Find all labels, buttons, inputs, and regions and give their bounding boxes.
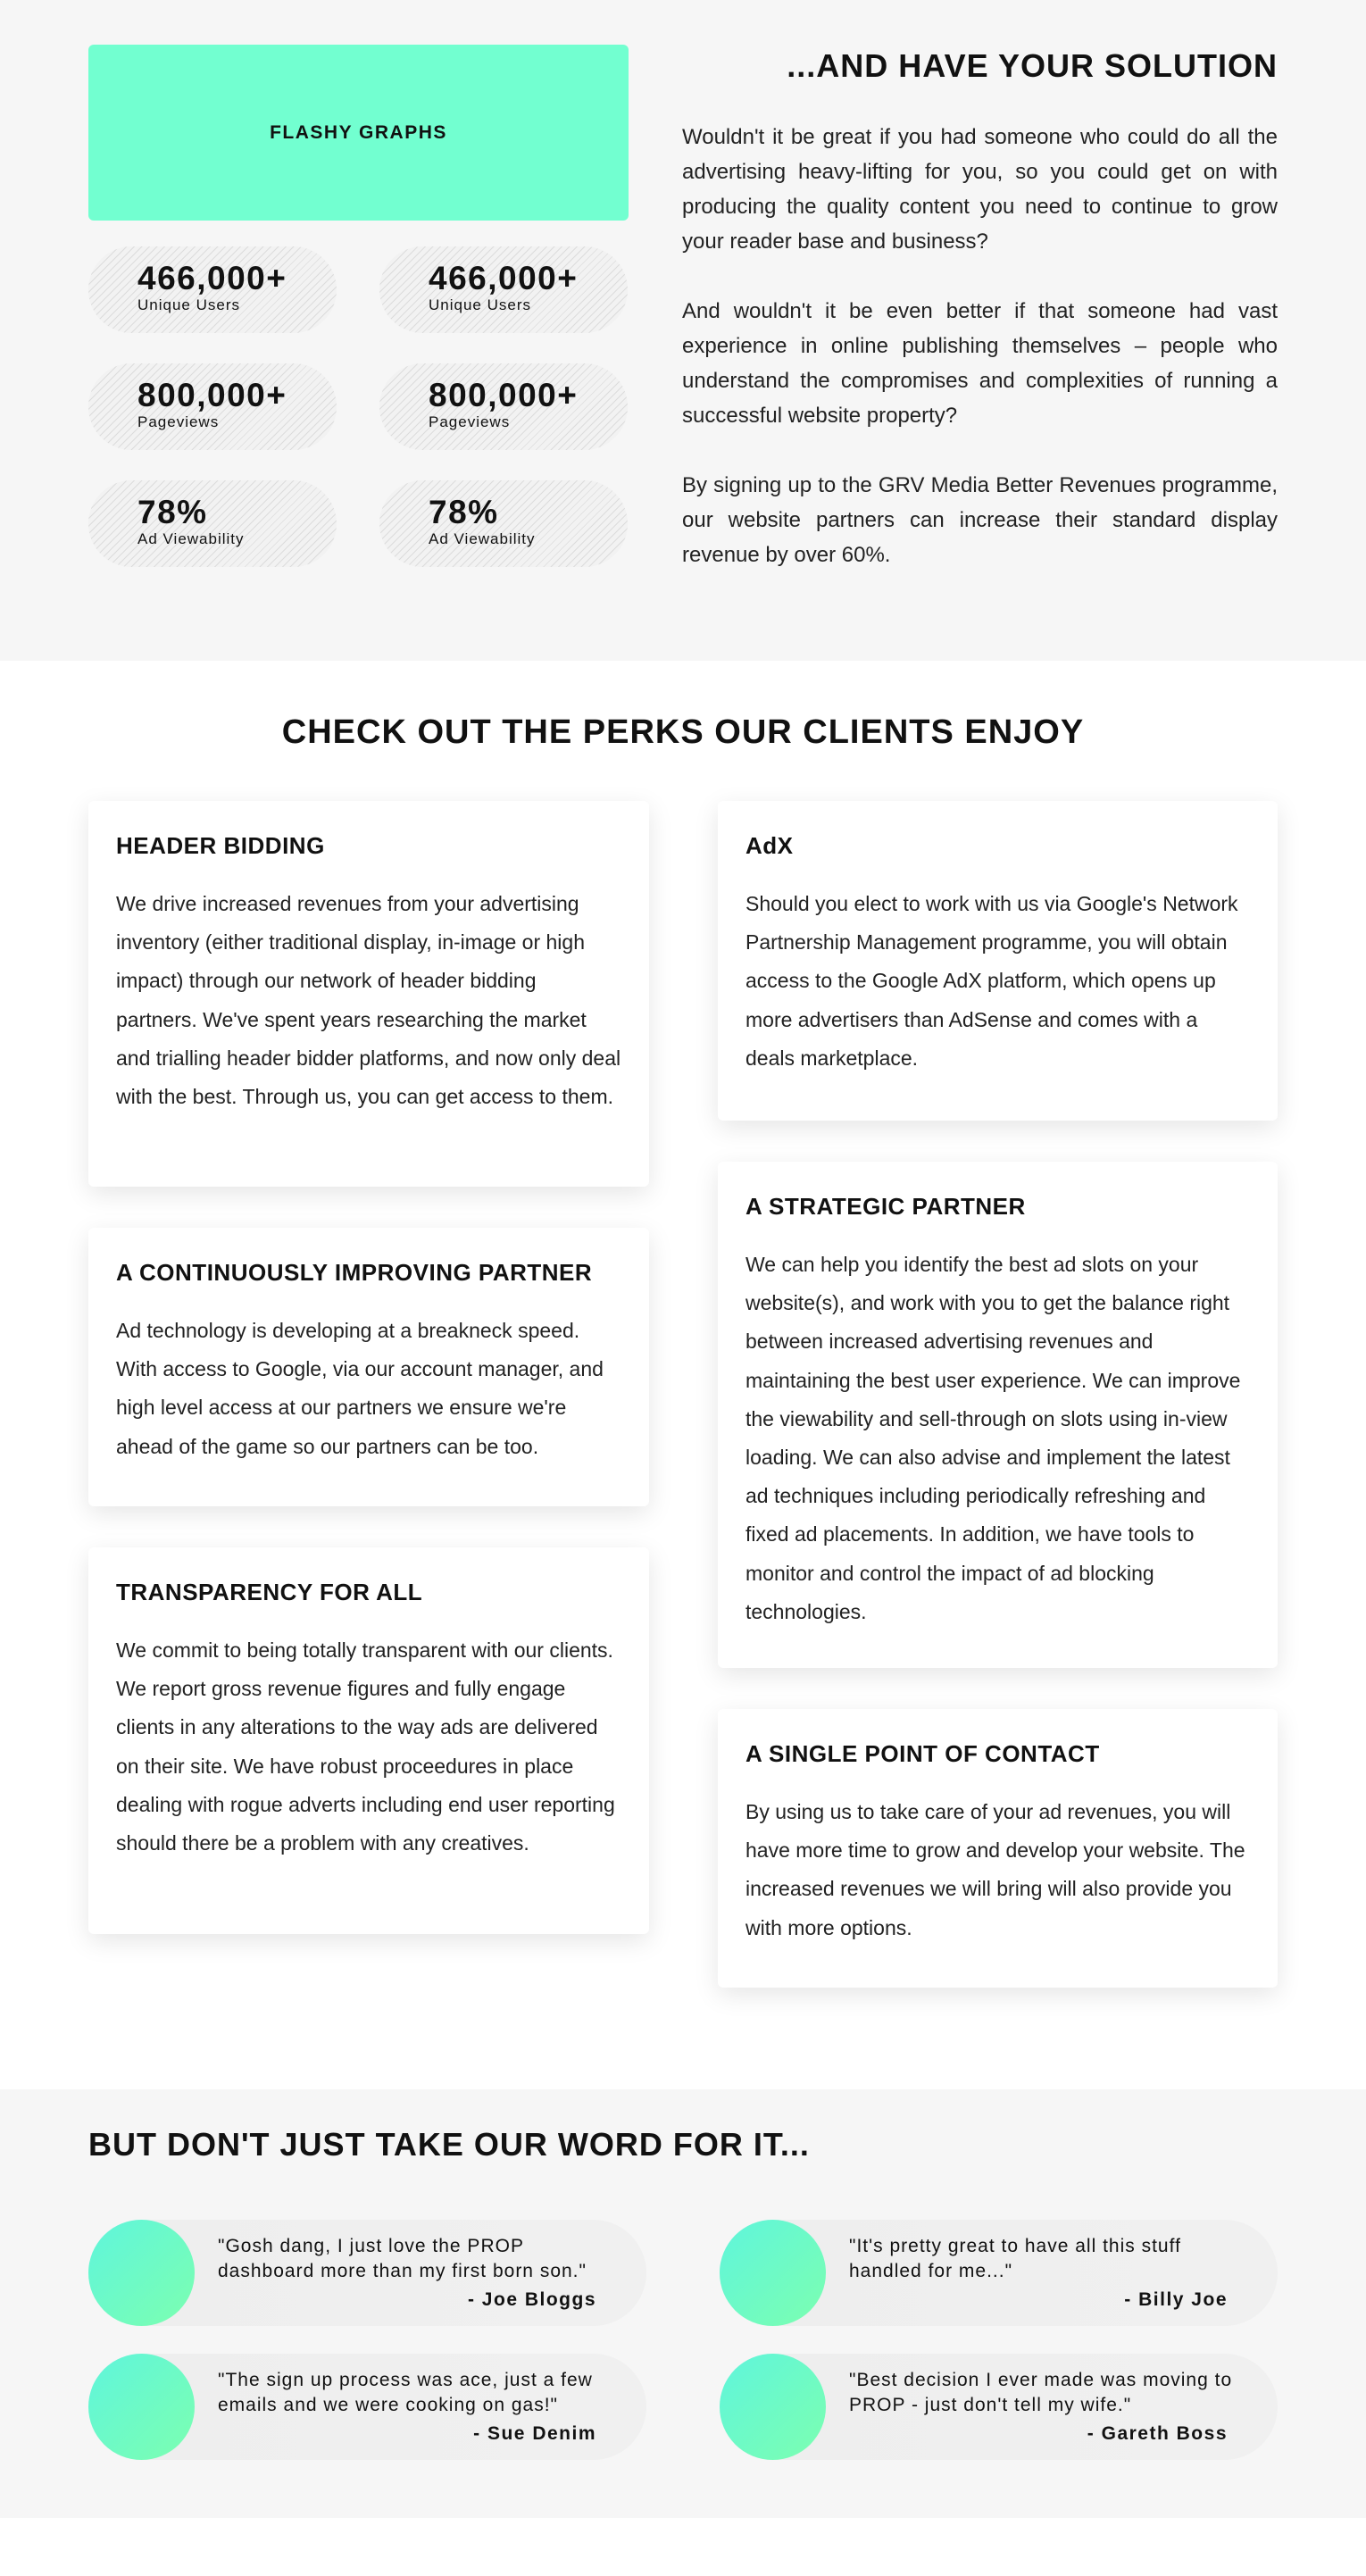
stat-value: 78% <box>137 494 208 530</box>
perk-card-single-contact <box>718 1709 1278 1988</box>
stat-value: 800,000+ <box>137 377 287 413</box>
perk-card-title: AdX <box>745 832 794 859</box>
stat-label: Unique Users <box>429 296 531 313</box>
solution-section <box>0 0 1366 661</box>
stat-label: Ad Viewability <box>137 530 245 547</box>
avatar <box>720 2354 826 2460</box>
avatar <box>720 2220 826 2326</box>
avatar <box>88 2354 195 2460</box>
solution-paragraph: Wouldn't it be great if you had someone who could do all the advertising heavy-lifting for you, so you could get on with producing the quality content you need to continue to grow your reader base and business? <box>682 125 1278 254</box>
solution-paragraph: By signing up to the GRV Media Better Revenues programme, our website partners can increase their standard display revenue by over 60%. <box>682 473 1278 567</box>
testimonial-author: - Sue Denim <box>473 2423 596 2444</box>
testimonial-author: - Joe Bloggs <box>467 2289 596 2310</box>
testimonial-item <box>720 2220 1278 2326</box>
testimonial-quote: "Best decision I ever made was moving to PROP - just don't tell my wife." <box>849 2370 1233 2415</box>
perk-card-header-bidding <box>88 801 649 1187</box>
stat-pageviews <box>379 363 628 450</box>
stat-value: 78% <box>429 494 499 530</box>
perk-card-adx <box>718 801 1278 1121</box>
perk-card-strategic-partner <box>718 1162 1278 1668</box>
stat-ad-viewability <box>379 480 628 567</box>
testimonial-author: - Gareth Boss <box>1087 2423 1228 2444</box>
solution-paragraph: And wouldn't it be even better if that someone had vast experience in online publishing themselves – people who understand the compromises and complexities of running a successful website property? <box>682 299 1278 428</box>
testimonial-quote: "It's pretty great to have all this stuff handled for me..." <box>849 2236 1181 2281</box>
graph-label: FLASHY GRAPHS <box>270 121 447 143</box>
testimonial-quote: "Gosh dang, I just love the PROP dashboard more than my first born son." <box>218 2236 587 2281</box>
testimonials-section <box>0 2089 1366 2518</box>
stat-pageviews <box>88 363 337 450</box>
flashy-graphs-placeholder <box>88 45 629 221</box>
perk-card-body: Should you elect to work with us via Google's Network Partnership Management programme, you will obtain access to the Google AdX platform, which opens up more advertisers than AdSense and comes with a deals marketplace. <box>745 892 1238 1070</box>
perk-card-title: TRANSPARENCY FOR ALL <box>116 1579 423 1605</box>
solution-title: ...AND HAVE YOUR SOLUTION <box>787 47 1278 84</box>
testimonials-title: BUT DON'T JUST TAKE OUR WORD FOR IT... <box>88 2126 810 2163</box>
perks-title: CHECK OUT THE PERKS OUR CLIENTS ENJOY <box>281 713 1085 751</box>
avatar <box>88 2220 195 2326</box>
stat-value: 466,000+ <box>429 260 579 296</box>
stat-label: Ad Viewability <box>429 530 536 547</box>
perk-card-body: We drive increased revenues from your advertising inventory (either traditional display, in-image or high impact) through our network of header bidding partners. We've spent years researching the market and trialling header bidder platforms, and now only deal with the best. Through us, you can get access to them. <box>116 892 621 1109</box>
testimonial-quote: "The sign up process was ace, just a few emails and we were cooking on gas!" <box>218 2370 593 2415</box>
perk-card-body: Ad technology is developing at a breakneck speed. With access to Google, via our account manager, and high level access at our partners we ensure we're ahead of the game so our partners can be too. <box>116 1319 604 1458</box>
stat-label: Unique Users <box>137 296 240 313</box>
testimonial-item <box>720 2354 1278 2460</box>
stat-ad-viewability <box>88 480 337 567</box>
perk-card-transparency <box>88 1547 649 1934</box>
stat-value: 466,000+ <box>137 260 287 296</box>
testimonial-author: - Billy Joe <box>1124 2289 1228 2310</box>
perk-card-title: HEADER BIDDING <box>116 832 325 859</box>
stat-label: Pageviews <box>137 413 220 430</box>
perk-card-continuous-partner <box>88 1228 649 1506</box>
perk-card-title: A SINGLE POINT OF CONTACT <box>745 1740 1100 1767</box>
perk-card-body: We commit to being totally transparent with our clients. We report gross revenue figures and fully engage clients in any alterations to the way ads are delivered on their site. We have robust proceedures in place dealing with rogue adverts including end user reporting should there be a problem with any creatives. <box>116 1638 615 1855</box>
stat-label: Pageviews <box>429 413 511 430</box>
stat-value: 800,000+ <box>429 377 579 413</box>
perk-card-body: By using us to take care of your ad revenues, you will have more time to grow and develop your website. The increased revenues we will bring will also provide you with more options. <box>745 1800 1245 1939</box>
testimonial-item <box>88 2220 646 2326</box>
perk-card-title: A STRATEGIC PARTNER <box>745 1193 1026 1220</box>
stat-unique-users <box>88 246 337 333</box>
testimonial-item <box>88 2354 646 2460</box>
stat-unique-users <box>379 246 628 333</box>
perk-card-body: We can help you identify the best ad slots on your website(s), and work with you to get the balance right between increased advertising revenues and maintaining the best user experience. We can improve the viewability and sell-through on slots using in-view loading. We can also advise and implement the latest ad techniques including periodically refreshing and fixed ad placements. In addition, we have tools to monitor and control the impact of ad blocking technologies. <box>745 1253 1241 1623</box>
perk-card-title: A CONTINUOUSLY IMPROVING PARTNER <box>116 1259 593 1286</box>
